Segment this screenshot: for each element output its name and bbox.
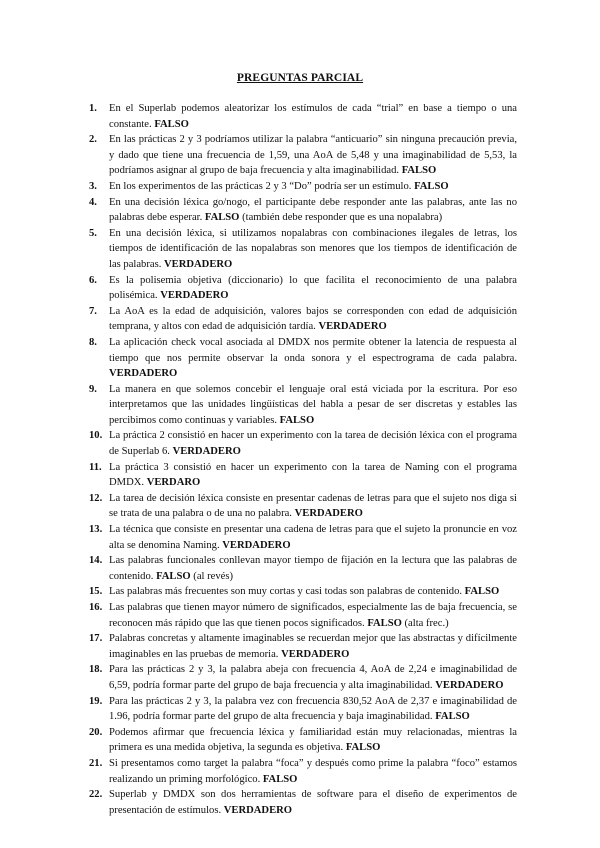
question-item: [89, 553, 517, 584]
question-item: [89, 460, 517, 491]
question-body: [109, 335, 517, 382]
question-body: [109, 522, 517, 553]
question-item: [89, 694, 517, 725]
question-item: [89, 584, 517, 600]
question-text: Palabras concretas y altamente imaginables se recuerdan mejor que las abstractas y difícilmente imaginables en las pruebas de memoria.: [109, 633, 517, 660]
question-text: Para las prácticas 2 y 3, la palabra vez con frecuencia 830,52 AoA de 2,37 e imaginabilidad de 1.96, podría formar parte del grupo de alta frecuencia y baja imaginabilidad.: [109, 695, 517, 723]
question-body: [109, 553, 517, 584]
question-body: [109, 662, 517, 693]
question-list: [89, 101, 517, 818]
question-number: 14.: [89, 555, 103, 567]
question-text: La tarea de decisión léxica consiste en presentar cadenas de letras para que el sujeto nos diga si se trata de una palabra o de una no palabra.: [109, 492, 517, 520]
question-body: [109, 179, 517, 195]
question-text: Las palabras más frecuentes son muy cortas y casi todas son palabras de contenido.: [109, 586, 463, 598]
question-text: En una decisión léxica, si utilizamos nopalabras con combinaciones ilegales de letras, los tiempos de identificación de las nopalabras son menores que los tiempos de identificación de las palabras.: [109, 227, 517, 270]
question-text: Es la polisemia objetiva (diccionario) lo que facilita el reconocimiento de una palabra polisémica.: [109, 274, 517, 302]
question-item: [89, 725, 517, 756]
question-number: 4.: [89, 196, 97, 208]
question-item: [89, 756, 517, 787]
answer-label: FALSO: [414, 180, 449, 192]
question-number: 18.: [89, 664, 103, 676]
question-item: [89, 787, 517, 818]
question-number: 12.: [89, 492, 103, 504]
question-text: La técnica que consiste en presentar una cadena de letras para que el sujeto la pronuncie en voz alta se denomina Naming.: [109, 524, 517, 551]
question-body: [109, 725, 517, 756]
question-text: La aplicación check vocal asociada al DMDX nos permite obtener la latencia de respuesta al tiempo que nos permite observar la onda sonora y el espectrograma de cada palabra.: [109, 336, 517, 364]
question-number: 21.: [89, 757, 103, 769]
answer-label: VERDADERO: [281, 648, 350, 660]
question-number: 2.: [89, 134, 97, 146]
question-item: [89, 101, 517, 132]
question-body: [109, 491, 517, 522]
answer-label: VERDADERO: [294, 508, 363, 520]
question-item: [89, 522, 517, 553]
question-body: [109, 132, 517, 179]
question-number: 6.: [89, 274, 97, 286]
question-item: [89, 179, 517, 195]
answer-note: (alta frec.): [404, 617, 449, 629]
question-item: [89, 631, 517, 662]
question-text: Superlab y DMDX son dos herramientas de software para el diseño de experimentos de presentación de estímulos.: [109, 789, 517, 816]
answer-note: (al revés): [193, 570, 233, 582]
question-body: [109, 787, 517, 818]
answer-label: VERDADERO: [435, 679, 504, 691]
answer-label: FALSO: [262, 773, 298, 785]
question-number: 13.: [89, 524, 103, 536]
question-body: [109, 631, 517, 662]
question-number: 17.: [89, 633, 103, 645]
answer-label: FALSO: [204, 212, 240, 224]
question-text: La AoA es la edad de adquisición, valores bajos se corresponden con edad de adquisición temprana, y altos con edad de adquisición tardía.: [109, 305, 517, 333]
question-item: [89, 226, 517, 273]
question-number: 3.: [89, 180, 97, 192]
question-item: [89, 428, 517, 459]
question-number: 1.: [89, 103, 97, 114]
answer-label: FALSO: [401, 165, 437, 177]
question-number: 19.: [89, 695, 103, 707]
question-number: 8.: [89, 336, 97, 348]
answer-label: VERDARO: [146, 477, 201, 489]
answer-label: FALSO: [367, 617, 402, 629]
question-item: [89, 304, 517, 335]
question-number: 22.: [89, 789, 103, 801]
question-body: [109, 304, 517, 335]
answer-label: VERDADERO: [160, 290, 229, 302]
answer-label: VERDADERO: [222, 539, 291, 551]
question-number: 10.: [89, 430, 103, 442]
question-text: La manera en que solemos concebir el lenguaje oral está viciada por la escritura. Por eso interpretamos que las unidades lingüísticas del habla a pesar de ser discretas y estables las percibimos como continuas y variables.: [109, 383, 517, 426]
question-text: En los experimentos de las prácticas 2 y 3 “Do” podría ser un estímulo.: [109, 180, 412, 192]
answer-note: (también debe responder que es una nopalabra): [242, 212, 443, 224]
answer-label: VERDADERO: [318, 321, 387, 333]
answer-label: VERDADERO: [172, 446, 241, 458]
question-text: Las palabras funcionales conllevan mayor tiempo de fijación en la lectura que las palabras de contenido.: [109, 555, 517, 582]
question-item: [89, 132, 517, 179]
question-text: Para las prácticas 2 y 3, la palabra abeja con frecuencia 4, AoA de 2,24 e imaginabilidad de 6,59, podría formar parte del grupo de baja frecuencia y alta imaginabilidad.: [109, 664, 517, 691]
question-item: [89, 600, 517, 631]
answer-label: FALSO: [156, 570, 191, 582]
question-number: 16.: [89, 602, 103, 613]
question-number: 5.: [89, 227, 97, 239]
answer-label: FALSO: [435, 711, 470, 723]
question-body: [109, 195, 517, 226]
question-body: [109, 600, 517, 631]
question-body: [109, 460, 517, 491]
answer-label: VERDADERO: [164, 258, 233, 270]
answer-label: FALSO: [464, 586, 500, 598]
question-item: [89, 335, 517, 382]
question-text: Podemos afirmar que frecuencia léxica y familiaridad están muy relacionadas, mientras la primera es una medida objetiva, la segunda es objetiva.: [109, 726, 517, 754]
question-body: [109, 273, 517, 304]
question-body: [109, 101, 517, 132]
question-body: [109, 694, 517, 725]
answer-label: FALSO: [154, 118, 189, 130]
question-body: [109, 226, 517, 273]
question-number: 11.: [89, 461, 102, 473]
question-text: Si presentamos como target la palabra “foca” y después como prime la palabra “foco” estamos realizando un priming morfológico.: [109, 757, 517, 785]
question-number: 15.: [89, 586, 103, 598]
question-text: Las palabras que tienen mayor número de significados, especialmente las de baja frecuencia, se reconocen más rápido que las que tienen pocos significados.: [109, 602, 517, 629]
question-body: [109, 584, 517, 600]
answer-label: FALSO: [345, 742, 381, 754]
question-item: [89, 273, 517, 304]
question-text: La práctica 2 consistió en hacer un experimento con la tarea de decisión léxica con el programa de Superlab 6.: [109, 430, 517, 458]
page-title: PREGUNTAS PARCIAL: [236, 72, 364, 84]
answer-label: VERDADERO: [109, 368, 178, 380]
question-number: 7.: [89, 305, 97, 317]
answer-label: VERDADERO: [223, 804, 293, 816]
answer-label: FALSO: [279, 414, 315, 426]
question-item: [89, 382, 517, 429]
question-body: [109, 382, 517, 429]
question-item: [89, 491, 517, 522]
question-body: [109, 428, 517, 459]
question-text: En las prácticas 2 y 3 podríamos utilizar la palabra “anticuario” sin ninguna precaución previa, y dado que tiene una frecuencia de 1,59, una AoA de 5,48 y una imaginabilidad de 5,53, la podríamos asignar al grupo de baja frecuencia y alta imaginabilidad.: [109, 134, 517, 177]
question-text: En el Superlab podemos aleatorizar los estímulos de cada “trial” en base a tiempo o una constante.: [109, 103, 517, 130]
question-number: 20.: [89, 726, 103, 738]
question-text: En una decisión léxica go/nogo, el participante debe responder ante las palabras, ante las no palabras debe esperar.: [109, 196, 517, 224]
question-body: [109, 756, 517, 787]
question-number: 9.: [89, 383, 97, 395]
question-item: [89, 662, 517, 693]
question-text: La práctica 3 consistió en hacer un experimento con la tarea de Naming con el programa DMDX.: [109, 461, 517, 489]
question-item: [89, 195, 517, 226]
